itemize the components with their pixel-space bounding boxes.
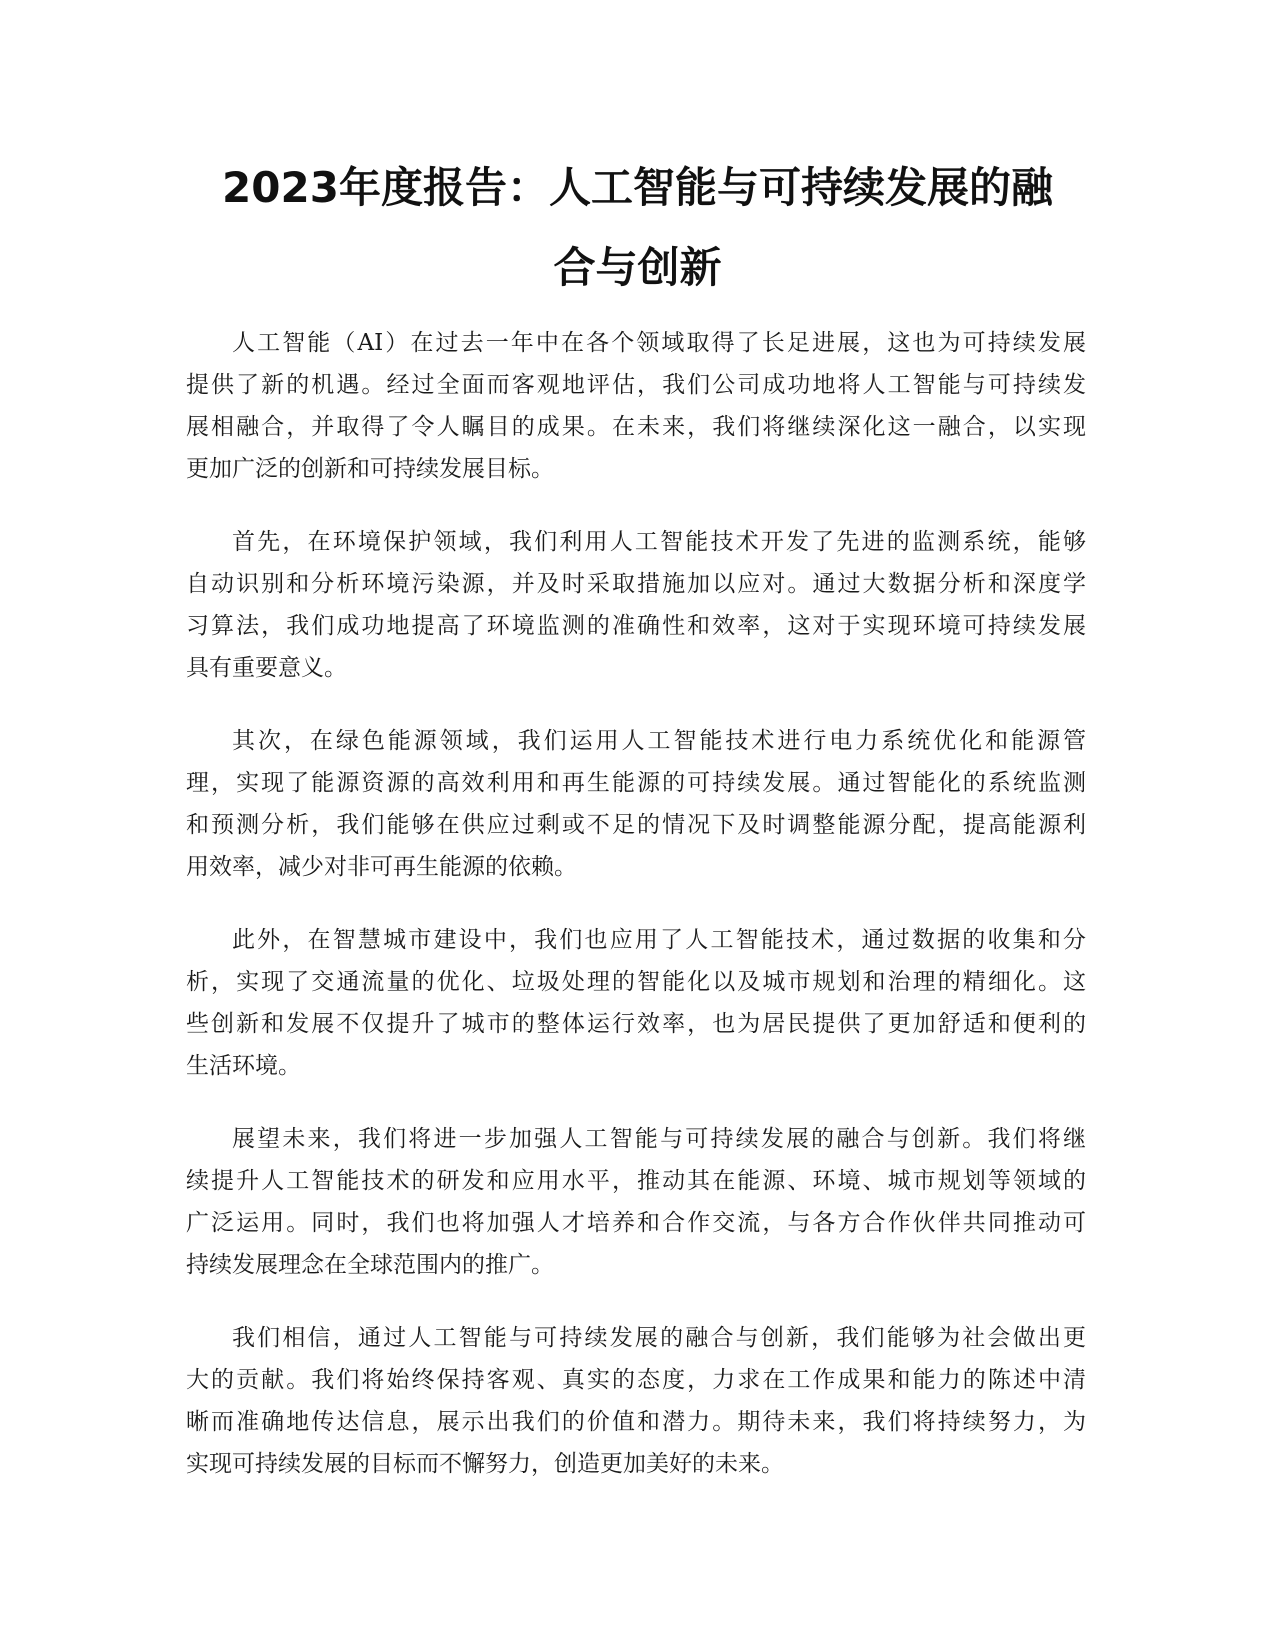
paragraph-line: 生活环境。 [186, 1053, 301, 1079]
paragraph-line: 自动识别和分析环境污染源，并及时采取措施加以应对。通过大数据分析和深度学 [186, 571, 1086, 597]
paragraph-line: 我们相信，通过人工智能与可持续发展的融合与创新，我们能够为社会做出更 [232, 1325, 1086, 1351]
paragraph-smart-city [186, 919, 1086, 1087]
paragraph-line: 实现可持续发展的目标而不懈努力，创造更加美好的未来。 [186, 1451, 784, 1477]
paragraph-line: 广泛运用。同时，我们也将加强人才培养和合作交流，与各方合作伙伴共同推动可 [186, 1210, 1086, 1236]
paragraph-line: 此外，在智慧城市建设中，我们也应用了人工智能技术，通过数据的收集和分 [232, 927, 1086, 953]
paragraph-line: 些创新和发展不仅提升了城市的整体运行效率，也为居民提供了更加舒适和便利的 [186, 1011, 1086, 1037]
paragraph-intro [186, 322, 1086, 490]
paragraph-environment [186, 521, 1086, 689]
paragraph-line: 大的贡献。我们将始终保持客观、真实的态度，力求在工作成果和能力的陈述中清 [186, 1367, 1086, 1393]
paragraph-green-energy [186, 720, 1086, 888]
paragraph-line: 持续发展理念在全球范围内的推广。 [186, 1252, 554, 1278]
paragraph-outlook [186, 1118, 1086, 1286]
document-title [180, 148, 1095, 308]
paragraph-line: 展望未来，我们将进一步加强人工智能与可持续发展的融合与创新。我们将继 [232, 1126, 1086, 1152]
paragraph-line: 续提升人工智能技术的研发和应用水平，推动其在能源、环境、城市规划等领域的 [186, 1168, 1086, 1194]
paragraph-line: 具有重要意义。 [186, 655, 347, 681]
paragraph-line: 析，实现了交通流量的优化、垃圾处理的智能化以及城市规划和治理的精细化。这 [186, 969, 1086, 995]
title-line-1: 2023年度报告：人工智能与可持续发展的融 [222, 163, 1053, 212]
paragraph-line: 用效率，减少对非可再生能源的依赖。 [186, 854, 577, 880]
paragraph-line: 理，实现了能源资源的高效利用和再生能源的可持续发展。通过智能化的系统监测 [186, 770, 1086, 796]
paragraph-line: 首先，在环境保护领域，我们利用人工智能技术开发了先进的监测系统，能够 [232, 529, 1086, 555]
paragraph-line: 和预测分析，我们能够在供应过剩或不足的情况下及时调整能源分配，提高能源利 [186, 812, 1086, 838]
paragraph-line: 人工智能（AI）在过去一年中在各个领域取得了长足进展，这也为可持续发展 [232, 330, 1086, 356]
paragraph-line: 提供了新的机遇。经过全面而客观地评估，我们公司成功地将人工智能与可持续发 [186, 372, 1086, 398]
document-body [186, 322, 1086, 1516]
paragraph-line: 更加广泛的创新和可持续发展目标。 [186, 456, 554, 482]
paragraph-line: 展相融合，并取得了令人瞩目的成果。在未来，我们将继续深化这一融合，以实现 [186, 414, 1086, 440]
paragraph-conclusion [186, 1317, 1086, 1485]
title-line-2: 合与创新 [553, 243, 722, 292]
paragraph-line: 其次，在绿色能源领域，我们运用人工智能技术进行电力系统优化和能源管 [232, 728, 1086, 754]
paragraph-line: 习算法，我们成功地提高了环境监测的准确性和效率，这对于实现环境可持续发展 [186, 613, 1086, 639]
paragraph-line: 晰而准确地传达信息，展示出我们的价值和潜力。期待未来，我们将持续努力，为 [186, 1409, 1086, 1435]
